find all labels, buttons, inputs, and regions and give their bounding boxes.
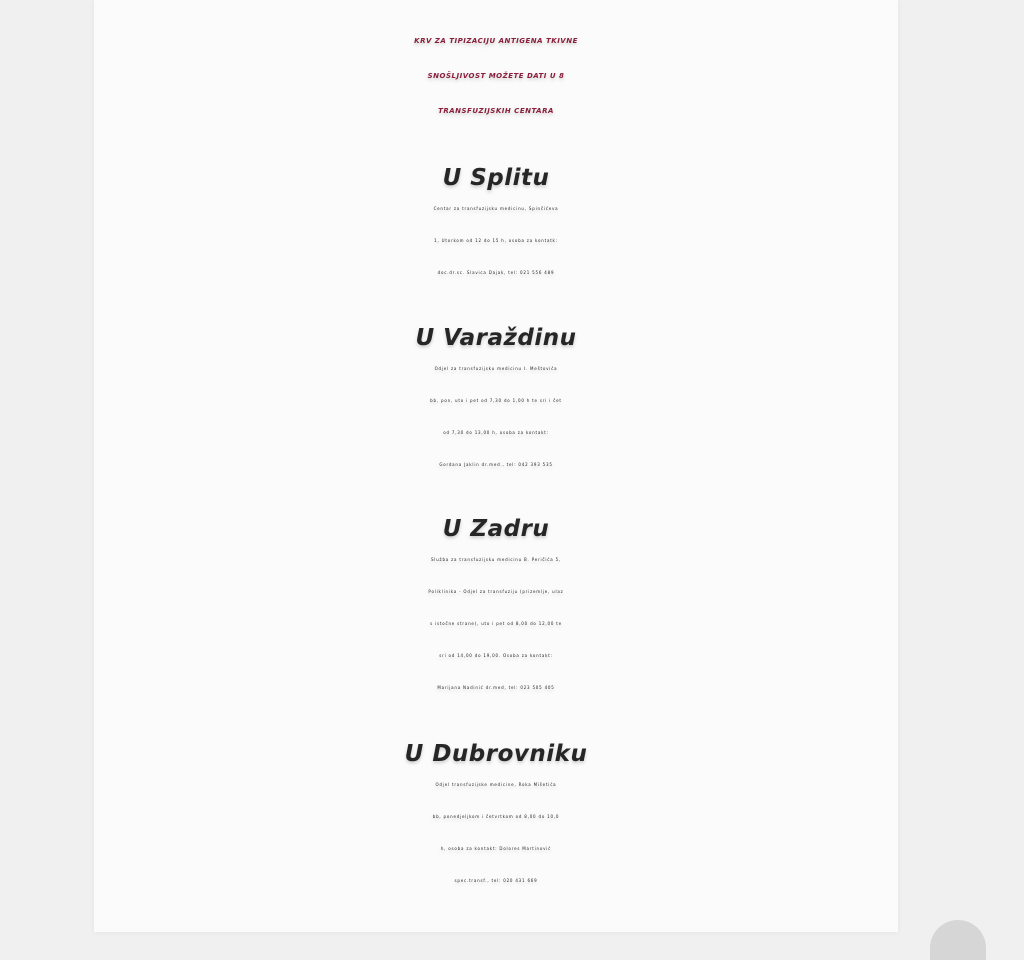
scroll-to-top-button[interactable]: [930, 920, 986, 960]
section-line: spec.transf., tel: 020 431 669: [454, 878, 538, 883]
section-split: [94, 163, 898, 289]
section-heading: U Dubrovniku: [404, 741, 588, 767]
section-line: Služba za transfuzijsku medicinu B. Peričića 5,: [430, 557, 562, 562]
section-line: doc.dr.sc. Slavica Dajak, tel: 021 556 489: [437, 270, 555, 275]
section-line: h, osoba za kontakt: Dolores Martinović: [440, 846, 552, 851]
section-line: Gordana Jaklin dr.med., tel: 042 393 535: [439, 462, 553, 467]
document-title: [94, 24, 898, 129]
section-line: od 7,30 do 13,00 h, osoba za kontakt:: [443, 430, 549, 435]
section-line: s istočne strane), uto i pet od 8,00 do 12,00 te: [430, 621, 562, 626]
title-line: SNOŠLJIVOST MOŽETE DATI U 8: [427, 72, 565, 80]
document-page: [94, 0, 898, 932]
section-heading: U Zadru: [442, 516, 550, 542]
title-line: KRV ZA TIPIZACIJU ANTIGENA TKIVNE: [414, 37, 578, 45]
section-line: Poliklinika - Odjel za transfuziju (prizemlje, ulaz: [428, 589, 564, 594]
title-line: TRANSFUZIJSKIH CENTARA: [438, 107, 554, 115]
section-line: bb, pon, uto i pet od 7,30 do 1,00 h te sri i čet: [430, 398, 562, 403]
section-zadar: [94, 514, 898, 704]
section-heading: U Varaždinu: [415, 325, 577, 351]
section-dubrovnik: [94, 739, 898, 897]
section-line: 1, Utorkom od 12 do 15 h, osoba za kontatk:: [434, 238, 558, 243]
section-line: Odjel za transfuzijsku medicinu I. Meštovića: [434, 366, 558, 371]
section-line: Odjel transfuzijske medicine, Roka Mišetića: [435, 782, 557, 787]
section-heading: U Splitu: [442, 165, 550, 191]
section-line: Marijana Nadinić dr.med, tel: 023 505 405: [437, 685, 555, 690]
section-line: Centar za transfuzijsku medicinu, Spinčićeva: [433, 206, 559, 211]
section-varazdin: [94, 323, 898, 481]
section-line: sri od 14,00 do 19,00. Osoba za kontakt:: [439, 653, 553, 658]
section-line: bb, ponedjeljkom i četvrtkom od 8,00 do 10,0: [432, 814, 560, 819]
